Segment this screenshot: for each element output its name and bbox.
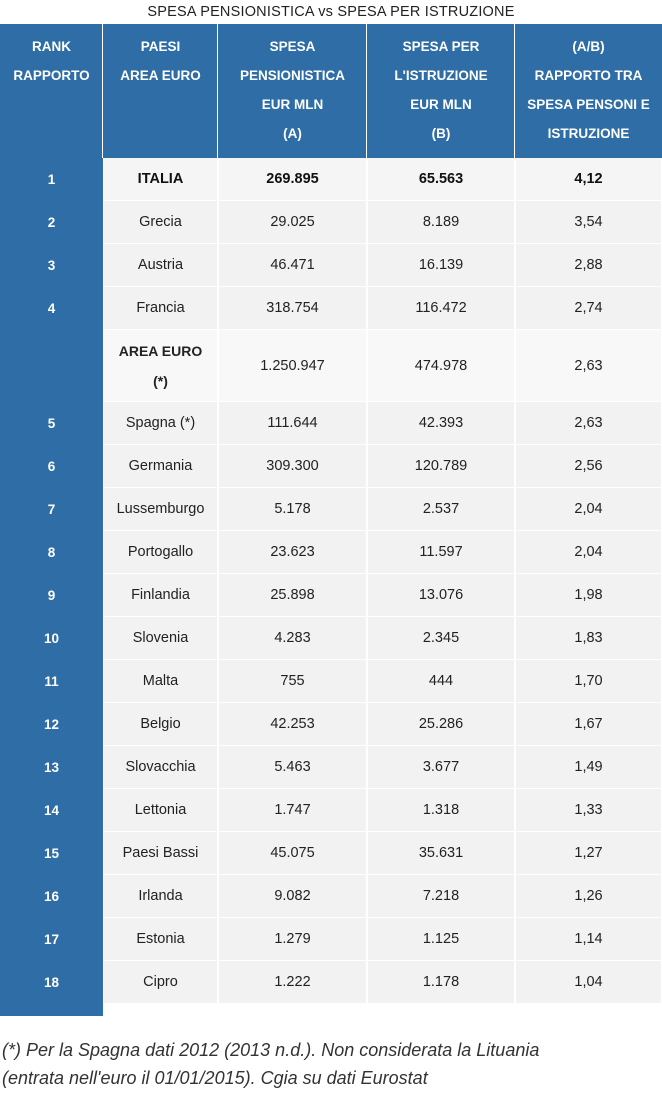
- rank-cell: 6: [47, 459, 56, 474]
- table-row: [0, 158, 662, 201]
- country-cell: ITALIA: [104, 158, 217, 201]
- rank-cell: 1: [47, 172, 56, 187]
- education-spend-cell: 444: [368, 660, 514, 703]
- table-row: [0, 488, 662, 531]
- country-name: AREA EURO: [118, 342, 203, 359]
- pension-spend-cell: 45.075: [219, 832, 366, 875]
- ratio-cell: 1,83: [516, 617, 661, 660]
- country-cell: Finlandia: [104, 574, 217, 617]
- header-line: L'ISTRUZIONE: [394, 68, 488, 83]
- ratio-cell: 1,67: [516, 703, 661, 746]
- country-cell: Portogallo: [104, 531, 217, 574]
- ratio-cell: 1,49: [516, 746, 661, 789]
- pension-spend-cell: 1.222: [219, 961, 366, 1004]
- education-spend-cell: 474.978: [368, 330, 514, 402]
- ratio-cell: 2,04: [516, 531, 661, 574]
- header-line: SPESA PENSONI E: [527, 97, 650, 112]
- footnote: [0, 1036, 662, 1092]
- header-line: RANK: [32, 39, 71, 54]
- table-row: [0, 875, 662, 918]
- ratio-cell: 1,27: [516, 832, 661, 875]
- header-line: RAPPORTO: [13, 68, 90, 83]
- table-row: [0, 703, 662, 746]
- ratio-cell: 1,70: [516, 660, 661, 703]
- rank-cell: 5: [47, 416, 56, 431]
- header-line: EUR MLN: [410, 97, 472, 112]
- country-cell: Francia: [104, 287, 217, 330]
- header-education-spend: [367, 24, 515, 158]
- header-divider: [366, 24, 367, 158]
- ratio-cell: 2,63: [516, 402, 661, 445]
- pension-spend-cell: 755: [219, 660, 366, 703]
- education-spend-cell: 1.318: [368, 789, 514, 832]
- ratio-cell: 2,74: [516, 287, 661, 330]
- ratio-cell: 4,12: [516, 158, 661, 201]
- table-row: [0, 918, 662, 961]
- table-row: [0, 445, 662, 488]
- education-spend-cell: 35.631: [368, 832, 514, 875]
- table-row: [0, 574, 662, 617]
- rank-cell: 10: [43, 631, 60, 646]
- table-row: [0, 789, 662, 832]
- pension-spend-cell: 111.644: [219, 402, 366, 445]
- education-spend-cell: 8.189: [368, 201, 514, 244]
- ratio-cell: 1,14: [516, 918, 661, 961]
- table-header-row: [0, 24, 662, 158]
- rank-cell: 8: [47, 545, 56, 560]
- country-cell: [104, 330, 217, 402]
- header-divider: [514, 24, 515, 158]
- header-line: ISTRUZIONE: [547, 126, 630, 141]
- pension-spend-cell: 318.754: [219, 287, 366, 330]
- header-line: AREA EURO: [120, 68, 201, 83]
- table-row: [0, 531, 662, 574]
- rank-cell: [0, 330, 103, 402]
- table-row: [0, 402, 662, 445]
- table-row: [0, 617, 662, 660]
- country-cell: Paesi Bassi: [104, 832, 217, 875]
- pension-spend-cell: 23.623: [219, 531, 366, 574]
- table-row: [0, 244, 662, 287]
- pension-spend-cell: 46.471: [219, 244, 366, 287]
- header-ratio: [515, 24, 662, 158]
- ratio-cell: 2,63: [516, 330, 661, 402]
- header-line: (B): [431, 126, 451, 141]
- education-spend-cell: 2.537: [368, 488, 514, 531]
- ratio-cell: 1,33: [516, 789, 661, 832]
- header-line: SPESA PER: [402, 39, 480, 54]
- country-cell: Lettonia: [104, 789, 217, 832]
- table-row: [0, 832, 662, 875]
- education-spend-cell: 1.125: [368, 918, 514, 961]
- ratio-cell: 2,56: [516, 445, 661, 488]
- header-country: [103, 24, 218, 158]
- education-spend-cell: 3.677: [368, 746, 514, 789]
- footnote-line: (*) Per la Spagna dati 2012 (2013 n.d.). Non considerata la Lituania: [2, 1040, 540, 1060]
- education-spend-cell: 120.789: [368, 445, 514, 488]
- rank-cell: 11: [44, 674, 59, 689]
- ratio-cell: 1,26: [516, 875, 661, 918]
- header-line: SPESA: [269, 39, 316, 54]
- country-cell: Spagna (*): [104, 402, 217, 445]
- table-row: [0, 961, 662, 1004]
- rank-cell: 15: [43, 846, 60, 861]
- education-spend-cell: 1.178: [368, 961, 514, 1004]
- education-spend-cell: 65.563: [368, 158, 514, 201]
- header-line: PENSIONISTICA: [239, 68, 345, 83]
- country-cell: Cipro: [104, 961, 217, 1004]
- header-line: EUR MLN: [261, 97, 324, 112]
- education-spend-cell: 16.139: [368, 244, 514, 287]
- education-spend-cell: 42.393: [368, 402, 514, 445]
- pension-spend-cell: 25.898: [219, 574, 366, 617]
- pension-spend-cell: 1.747: [219, 789, 366, 832]
- table-row: [0, 660, 662, 703]
- header-line: (A/B): [572, 39, 605, 54]
- rank-cell: 2: [47, 215, 56, 230]
- pension-spend-cell: 42.253: [219, 703, 366, 746]
- footnote-line: (entrata nell'euro il 01/01/2015). Cgia su dati Eurostat: [2, 1068, 428, 1088]
- country-cell: Belgio: [104, 703, 217, 746]
- pension-spend-cell: 309.300: [219, 445, 366, 488]
- country-note-marker: (*): [153, 372, 168, 389]
- education-spend-cell: 25.286: [368, 703, 514, 746]
- header-divider: [102, 24, 103, 158]
- pension-spend-cell: 29.025: [219, 201, 366, 244]
- education-spend-cell: 11.597: [368, 531, 514, 574]
- rank-cell: 13: [43, 760, 60, 775]
- pension-spend-cell: 9.082: [219, 875, 366, 918]
- header-divider: [217, 24, 218, 158]
- header-line: RAPPORTO TRA: [534, 68, 643, 83]
- pension-spend-cell: 269.895: [219, 158, 366, 201]
- ratio-cell: 1,98: [516, 574, 661, 617]
- pension-spend-cell: 1.250.947: [219, 330, 366, 402]
- rank-cell: 3: [47, 258, 56, 273]
- education-spend-cell: 7.218: [368, 875, 514, 918]
- rank-cell: 16: [43, 889, 60, 904]
- ratio-cell: 3,54: [516, 201, 661, 244]
- rank-cell: 14: [43, 803, 60, 818]
- header-rank: [0, 24, 103, 158]
- education-spend-cell: 2.345: [368, 617, 514, 660]
- country-cell: Austria: [104, 244, 217, 287]
- education-spend-cell: 116.472: [368, 287, 514, 330]
- table-row-area-euro: [0, 330, 662, 402]
- header-line: (A): [283, 126, 302, 141]
- ratio-cell: 2,04: [516, 488, 661, 531]
- header-pension-spend: [218, 24, 367, 158]
- pension-spend-cell: 5.463: [219, 746, 366, 789]
- rank-cell: 17: [43, 932, 60, 947]
- ratio-cell: 1,04: [516, 961, 661, 1004]
- country-cell: Malta: [104, 660, 217, 703]
- pension-spend-cell: 5.178: [219, 488, 366, 531]
- education-spend-cell: 13.076: [368, 574, 514, 617]
- rank-cell: 9: [47, 588, 56, 603]
- pension-spend-cell: 4.283: [219, 617, 366, 660]
- country-cell: Germania: [104, 445, 217, 488]
- table-row: [0, 287, 662, 330]
- country-cell: Irlanda: [104, 875, 217, 918]
- country-cell: Estonia: [104, 918, 217, 961]
- country-cell: Lussemburgo: [104, 488, 217, 531]
- table-row: [0, 201, 662, 244]
- pension-spend-cell: 1.279: [219, 918, 366, 961]
- rank-cell: 18: [43, 975, 60, 990]
- ratio-cell: 2,88: [516, 244, 661, 287]
- country-cell: Slovenia: [104, 617, 217, 660]
- rank-cell: 4: [47, 301, 56, 316]
- rank-cell: 7: [47, 502, 56, 517]
- country-cell: Slovacchia: [104, 746, 217, 789]
- rank-cell: 12: [43, 717, 60, 732]
- chart-title: SPESA PENSIONISTICA vs SPESA PER ISTRUZIONE: [147, 4, 515, 20]
- table-row: [0, 746, 662, 789]
- header-line: PAESI: [140, 39, 181, 54]
- country-cell: Grecia: [104, 201, 217, 244]
